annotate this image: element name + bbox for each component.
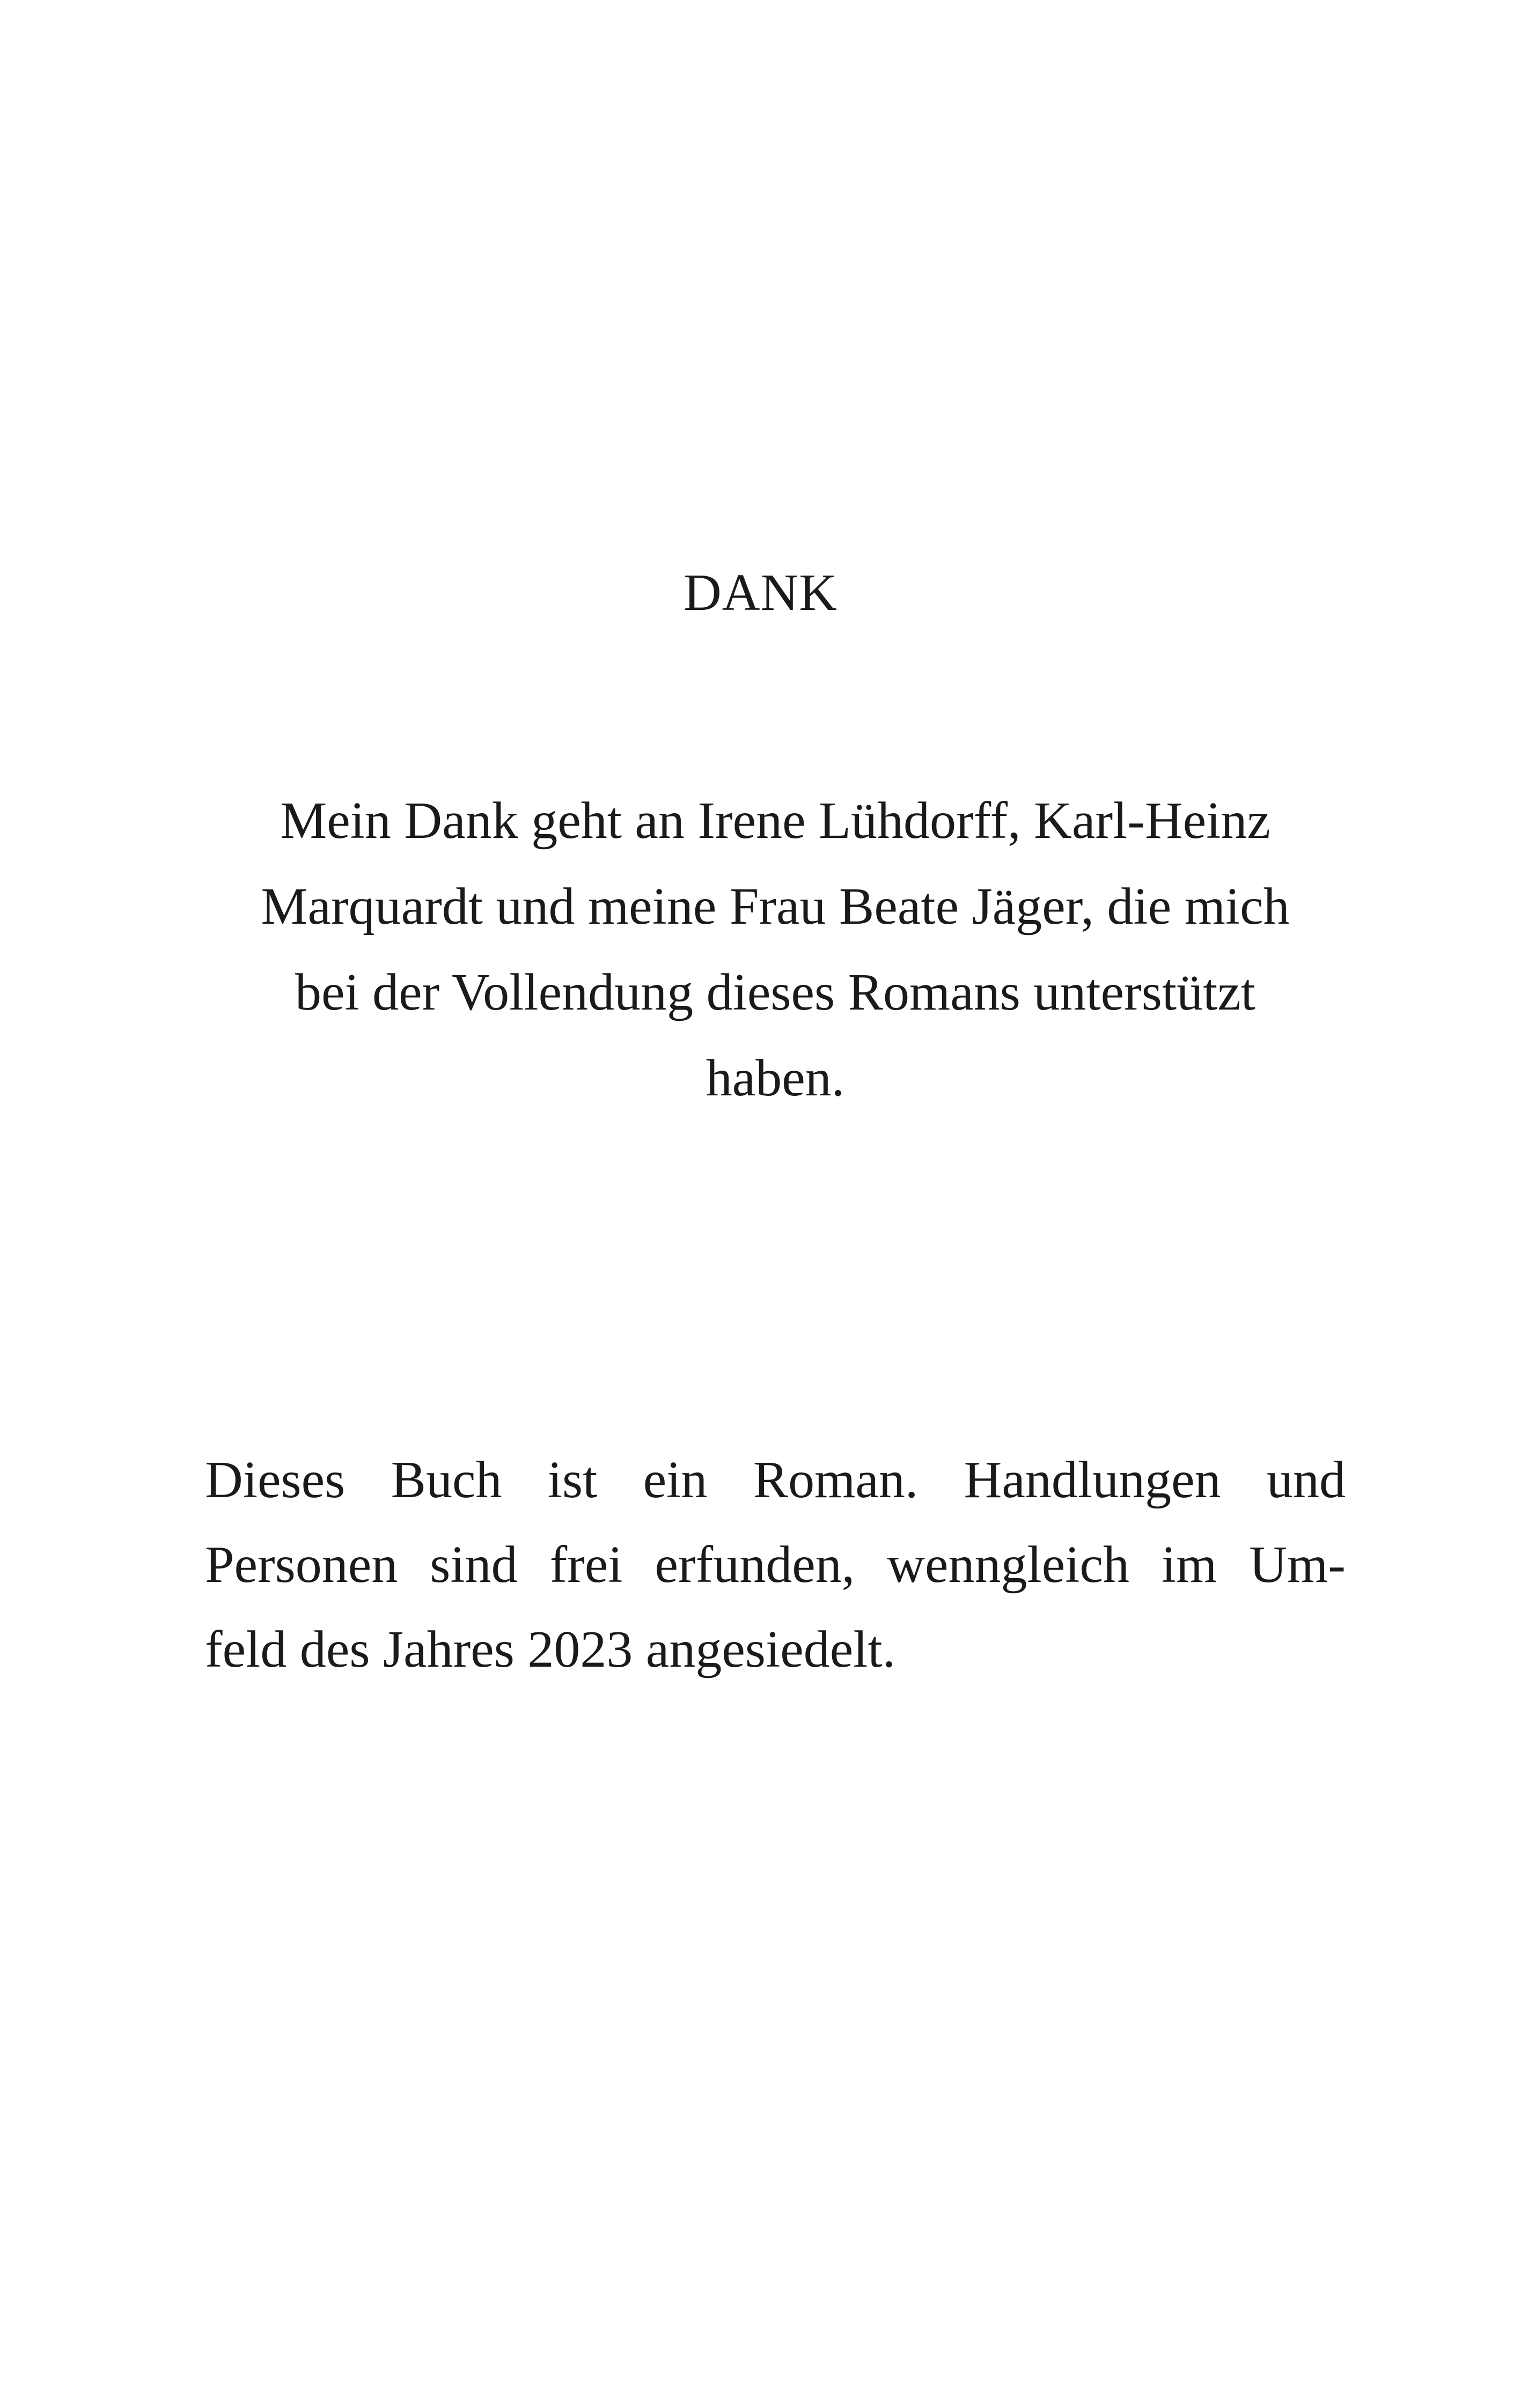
- disclaimer-line: feld des Jahres 2023 angesiedelt.: [205, 1621, 896, 1678]
- disclaimer-word: erfunden,: [655, 1536, 855, 1594]
- disclaimer-word: sind: [430, 1536, 518, 1594]
- disclaimer-word: ein: [643, 1451, 708, 1509]
- acknowledgement-line: Marquardt und meine Frau Beate Jäger, die mich: [261, 878, 1290, 936]
- acknowledgement-line: bei der Vollendung dieses Romans unterstützt: [295, 963, 1256, 1021]
- disclaimer-word: Dieses: [205, 1451, 346, 1509]
- disclaimer-word: im: [1161, 1536, 1217, 1594]
- fiction-disclaimer: [205, 1438, 1346, 1692]
- acknowledgement-text: [199, 778, 1352, 1121]
- disclaimer-line: [205, 1438, 1346, 1522]
- page-heading: DANK: [683, 564, 838, 622]
- disclaimer-word: und: [1266, 1451, 1346, 1509]
- disclaimer-word: frei: [549, 1536, 623, 1594]
- disclaimer-word: Handlungen: [964, 1451, 1221, 1509]
- disclaimer-word: Um-: [1249, 1536, 1346, 1594]
- disclaimer-line: [205, 1522, 1346, 1607]
- acknowledgement-line: haben.: [706, 1049, 845, 1107]
- disclaimer-word: Buch: [391, 1451, 502, 1509]
- disclaimer-word: Personen: [205, 1536, 398, 1594]
- disclaimer-word: ist: [547, 1451, 598, 1509]
- acknowledgement-line: Mein Dank geht an Irene Lühdorff, Karl-Heinz: [280, 792, 1270, 850]
- disclaimer-word: Roman.: [753, 1451, 919, 1509]
- disclaimer-word: wenngleich: [887, 1536, 1129, 1594]
